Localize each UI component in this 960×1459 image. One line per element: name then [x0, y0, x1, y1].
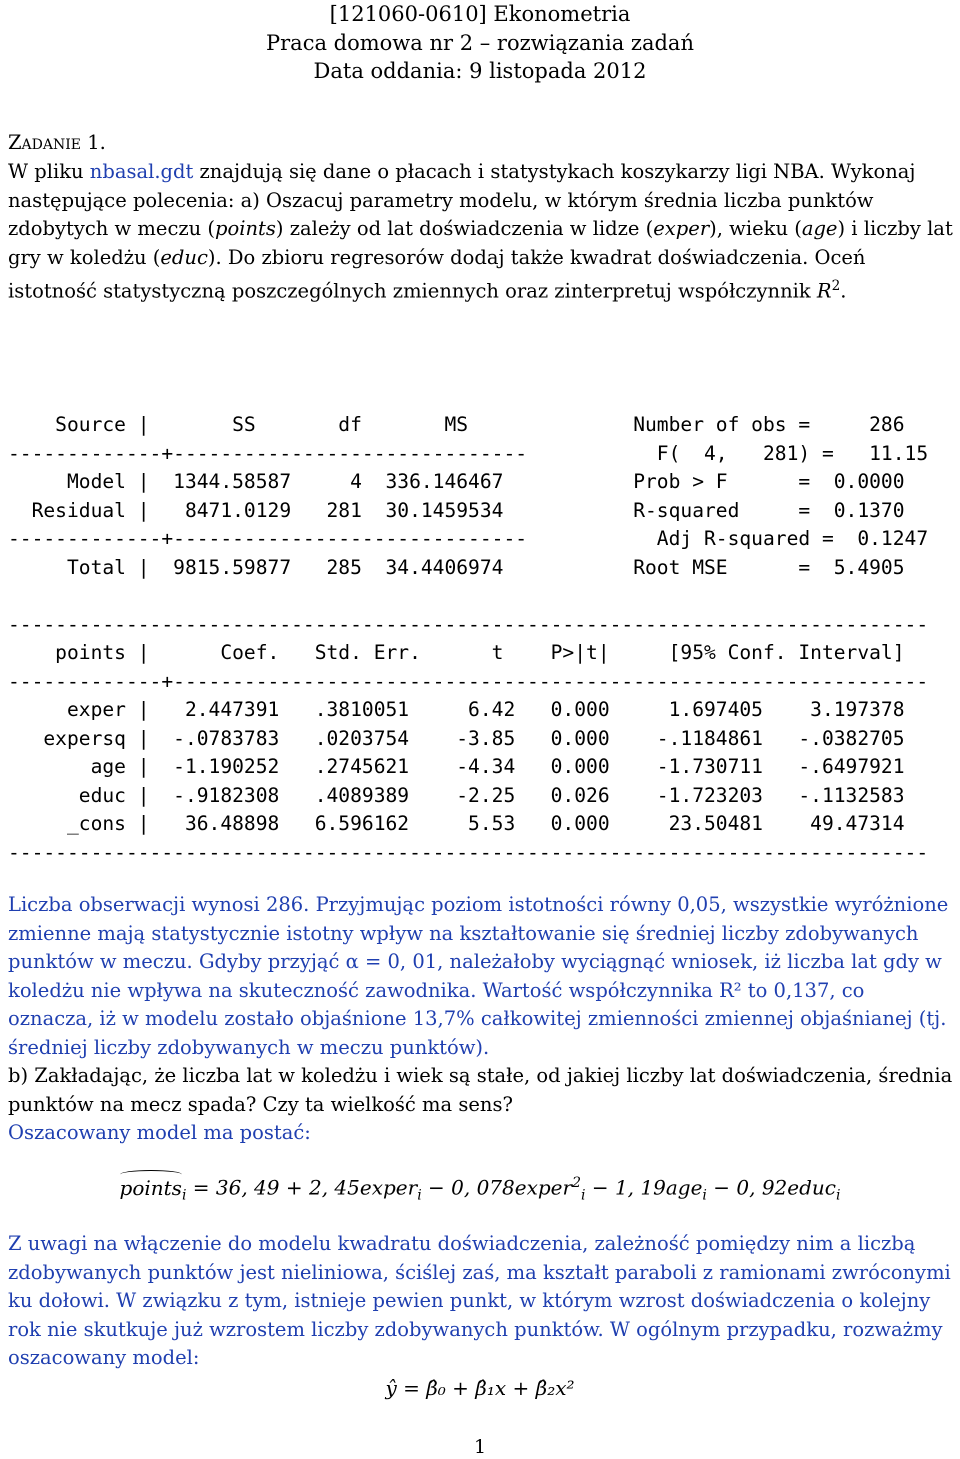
stata-line: expersq | -.0783783 .0203754 -3.85 0.000 -.1184861 -.0382705 — [43, 726, 905, 750]
regression-output — [8, 411, 928, 867]
stata-line: points | Coef. Std. Err. t P>|t| [95% Conf. Interval] — [55, 641, 905, 664]
stata-line: -------------+------------------------------ Adj R-squared = 0.1247 — [8, 527, 929, 550]
answer-a: Liczba obserwacji wynosi 286. Przyjmując poziom istotności równy 0,05, wszystkie wyróżnione zmienne mają statystycznie istotny wpływ na kształtowanie się średniej liczby zdobywanych punktów w meczu. Gdyby przyjąć α = 0, 01, należałoby wyciągnąć wniosek, iż liczba lat gdy w koledżu nie wpływa na skuteczność zawodnika. Wartość współczynnika R² to 0,137, co oznacza, iż w modelu zostało objaśnione 13,7% całkowitej zmienności zmiennej objaśnianej (tj. średniej liczby zdobywanych w meczu punktów). — [8, 893, 949, 1059]
stata-line: -------------+---------------------------------------------------------------- — [8, 669, 929, 693]
stata-line: ------------------------------------------------------------------------------ — [8, 840, 929, 864]
stata-line: Total | 9815.59877 285 34.4406974 Root MSE = 5.4905 — [66, 555, 905, 579]
general-model-formula: ŷ = β̂₀ + β̂₁x + β̂₂x² — [385, 1376, 575, 1400]
stata-line: age | -1.190252 .2745621 -4.34 0.000 -1.730711 -.6497921 — [90, 755, 905, 778]
document-header — [0, 0, 960, 86]
stata-line: Source | SS df MS Number of obs = 286 — [55, 413, 905, 436]
estimated-model-formula: points$_i$ = 36, 49 + 2, 45exper$_i$ − 0, 078exper$^2_i$ − 1, 19age$_i$ − 0, 92educ$_i$ — [119, 1175, 841, 1204]
stata-line: Residual | 8471.0129 281 30.1459534 R-squared = 0.1370 — [31, 498, 905, 522]
stata-line: _cons | 36.48898 6.596162 5.53 0.000 23.50481 49.47314 — [66, 812, 905, 835]
due-date: Data oddania: 9 listopada 2012 — [313, 59, 647, 83]
task-description: W pliku nbasal.gdt znajdują się dane o płacach i statystykach koszykarzy ligi NBA. Wykonaj następujące polecenia: a) Oszacuj parametry modelu, w którym średnia liczba punktów zdobytych w meczu (points) zależy od lat doświadczenia w lidze (exper), wieku (age) i liczby lat gry w koledżu (educ). Do zbioru regresorów dodaj także kwadrat doświadczenia. Oceń istotność statystyczną poszczególnych zmiennych oraz zinterpretuj współczynnik $R^2$. — [8, 160, 953, 303]
task-b: b) Zakładając, że liczba lat w koledżu i wiek są stałe, od jakiej liczby lat doświadczenia, średnia punktów na mecz spada? Czy ta wielkość ma sens? — [8, 1064, 953, 1116]
file-link[interactable]: nbasal.gdt — [89, 160, 194, 183]
page-number: 1 — [473, 1436, 487, 1458]
stata-line: educ | -.9182308 .4089389 -2.25 0.026 -1.723203 -.1132583 — [78, 783, 905, 807]
stata-line: -------------+------------------------------ F( 4, 281) = 11.15 — [8, 441, 929, 465]
stata-line: Model | 1344.58587 4 336.146467 Prob > F = 0.0000 — [66, 470, 905, 493]
homework-title: Praca domowa nr 2 – rozwiązania zadań — [266, 30, 694, 55]
task-label: Zadanie 1. — [8, 131, 106, 154]
course-title: [121060-0610] Ekonometria — [329, 2, 631, 26]
task-heading — [8, 129, 953, 158]
answer-b-intro: Oszacowany model ma postać: — [8, 1121, 311, 1144]
answer-b-text: Z uwagi na włączenie do modelu kwadratu doświadczenia, zależność pomiędzy nim a liczbą zdobywanych punktów jest nieliniowa, ściślej zaś, ma kształt paraboli z ramionami zwróconymi ku dołowi. W związku z tym, istnieje pewien punkt, w którym wzrost doświadczenia o kolejny rok nie skutkuje już wzrostem liczby zdobywanych punktów. W ogólnym przypadku, rozważmy oszacowany model: — [8, 1232, 951, 1369]
stata-line: ------------------------------------------------------------------------------ — [8, 612, 929, 636]
stata-line: exper | 2.447391 .3810051 6.42 0.000 1.697405 3.197378 — [66, 698, 905, 721]
